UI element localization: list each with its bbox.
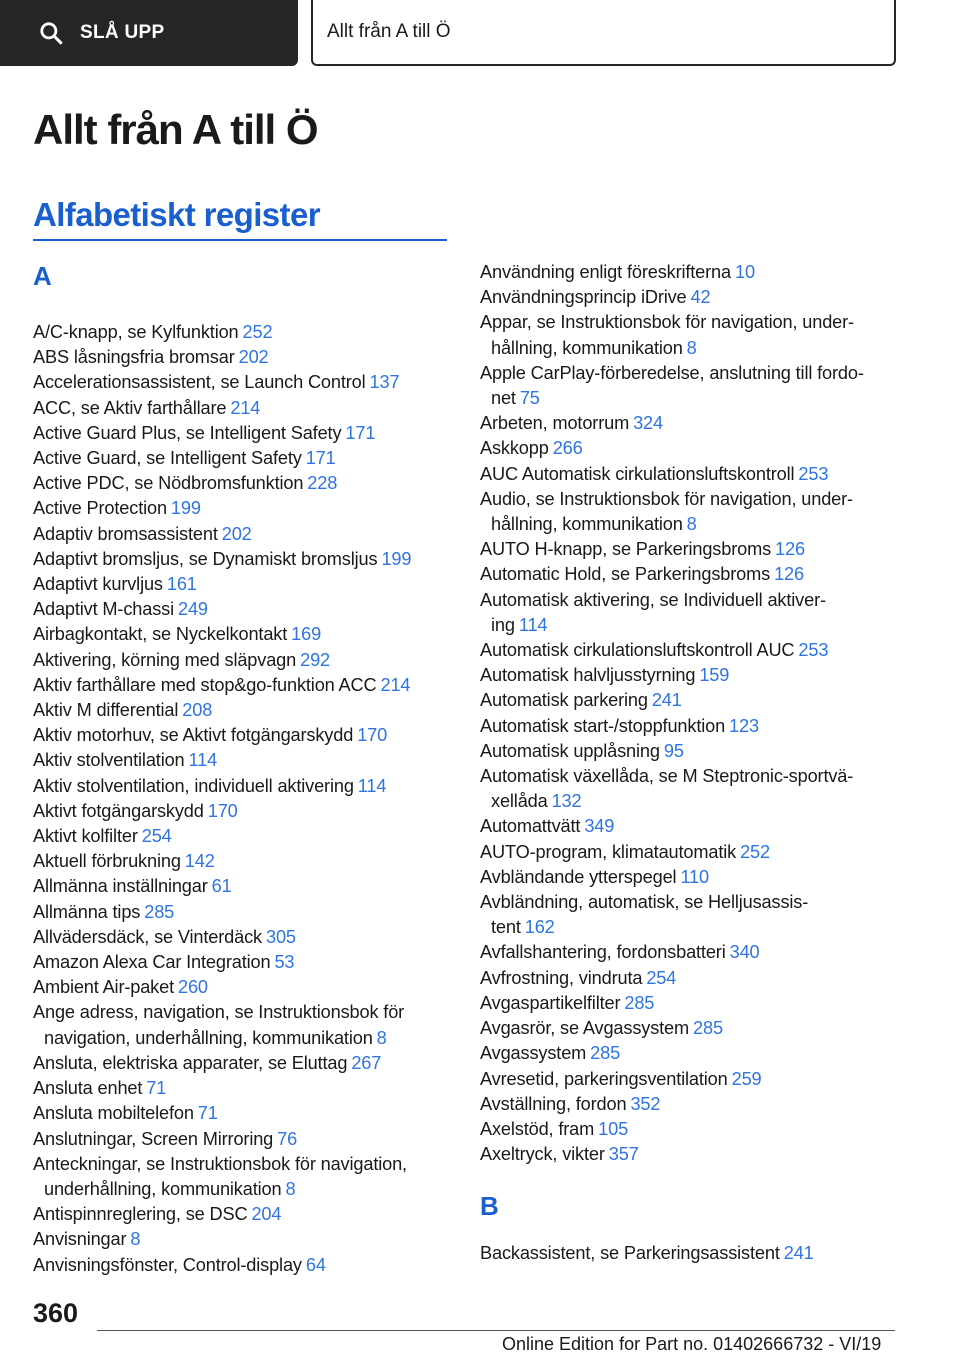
- page-link[interactable]: 169: [291, 624, 322, 645]
- index-entry-text: Anslutningar, Screen Mirroring: [33, 1128, 274, 1149]
- page-link[interactable]: 285: [144, 901, 175, 922]
- index-entry-text: Automatisk växellåda, se M Steptronic-sportvä-: [480, 766, 854, 787]
- page-link[interactable]: 214: [380, 674, 411, 695]
- page-link[interactable]: 340: [729, 942, 760, 963]
- page-link[interactable]: 53: [274, 952, 295, 973]
- index-entry-text: Appar, se Instruktionsbok för navigation, under-: [480, 312, 854, 333]
- page-link[interactable]: 75: [519, 388, 540, 409]
- index-entry: [33, 1253, 453, 1278]
- index-entry-text: Automatisk upplåsning: [480, 740, 660, 761]
- index-entry: [480, 562, 910, 587]
- page-link[interactable]: 8: [285, 1178, 296, 1199]
- index-entry-text: Backassistent, se Parkeringsassistent: [480, 1243, 780, 1264]
- index-entry-text: Antispinnreglering, se DSC: [33, 1204, 248, 1225]
- index-entry-text: Allmänna inställningar: [33, 876, 208, 897]
- index-entry-text: Axelstöd, fram: [480, 1118, 595, 1139]
- index-entry-text: Automatisk start-/stoppfunktion: [480, 715, 726, 736]
- search-button-label: SLÅ UPP: [80, 22, 165, 43]
- index-entry-text: Askkopp: [480, 438, 549, 459]
- index-entry-text: underhållning, kommunikation: [44, 1178, 282, 1199]
- index-entry-text: Avgassystem: [480, 1043, 587, 1064]
- index-entry: [33, 748, 453, 773]
- index-entry-text: Avbländning, automatisk, se Helljusassis-: [480, 892, 809, 913]
- index-entry-text: ing: [491, 614, 515, 635]
- index-entry-text: Avresetid, parkeringsventilation: [480, 1068, 728, 1089]
- index-entry: [480, 588, 910, 638]
- page-link[interactable]: 71: [146, 1078, 167, 1099]
- index-entry-text: Ansluta, elektriska apparater, se Eluttag: [33, 1052, 348, 1073]
- index-entry: [480, 1117, 910, 1142]
- footer-edition: Online Edition for Part no. 01402666732 - VI/19: [502, 1334, 882, 1354]
- index-entry: [480, 310, 910, 360]
- page-link[interactable]: 42: [690, 287, 711, 308]
- page-link[interactable]: 110: [680, 866, 709, 887]
- index-entry-text: A/C-knapp, se Kylfunktion: [33, 322, 239, 342]
- page-link[interactable]: 171: [345, 422, 376, 443]
- index-entry: [33, 774, 453, 799]
- page-link[interactable]: 267: [351, 1052, 382, 1073]
- page-link[interactable]: 214: [230, 397, 261, 418]
- index-entry: [33, 950, 453, 975]
- index-entry: [480, 487, 910, 537]
- page-link[interactable]: 8: [686, 514, 697, 535]
- index-entry: [33, 597, 453, 622]
- index-entry: [480, 865, 910, 890]
- index-entry-text: Avställning, fordon: [480, 1093, 627, 1114]
- index-entry-text: Avfallshantering, fordonsbatteri: [480, 942, 726, 963]
- index-entry: [480, 537, 910, 562]
- page-link[interactable]: 204: [251, 1204, 282, 1225]
- page-link[interactable]: 170: [357, 725, 388, 746]
- page-link[interactable]: 161: [166, 574, 197, 595]
- index-entry: [480, 1067, 910, 1092]
- page-link[interactable]: 132: [551, 791, 582, 812]
- index-entry: [33, 1076, 453, 1101]
- index-entry: [480, 638, 910, 663]
- index-entry: [480, 1142, 910, 1167]
- index-entry-text: Ansluta mobiltelefon: [33, 1103, 194, 1124]
- index-entry-text: Aktivering, körning med släpvagn: [33, 649, 297, 670]
- page-link[interactable]: 8: [686, 337, 697, 358]
- page-link[interactable]: 253: [798, 463, 829, 484]
- page-link[interactable]: 202: [221, 523, 252, 544]
- page-link[interactable]: 254: [141, 826, 172, 847]
- page-link[interactable]: 114: [188, 750, 218, 771]
- index-entry: [480, 764, 910, 814]
- page-link[interactable]: 170: [207, 800, 238, 821]
- index-entry-text: Allvädersdäck, se Vinterdäck: [33, 926, 262, 947]
- index-entry-text: Adaptiv bromsassistent: [33, 523, 218, 544]
- page-link[interactable]: 76: [277, 1128, 298, 1149]
- index-entry-text: Ansluta enhet: [33, 1078, 143, 1099]
- index-entry-text: Active PDC, se Nödbromsfunktion: [33, 473, 304, 494]
- index-entry-text: Accelerationsassistent, se Launch Control: [33, 372, 366, 393]
- page-link[interactable]: 252: [740, 841, 770, 862]
- index-entry-text: Apple CarPlay-förberedelse, anslutning till fordo-: [480, 362, 864, 383]
- page-link[interactable]: 8: [376, 1027, 387, 1048]
- footer-divider: [97, 1330, 895, 1331]
- index-entry: [480, 436, 910, 461]
- page-link[interactable]: 285: [590, 1043, 621, 1064]
- index-entry: [480, 966, 910, 991]
- page-link[interactable]: 199: [170, 498, 201, 519]
- index-column-left: [33, 259, 453, 1278]
- index-entry: [480, 260, 910, 285]
- page-link[interactable]: 159: [699, 665, 730, 686]
- index-entry-text: Automatic Hold, se Parkeringsbroms: [480, 564, 771, 585]
- index-entry-text: Aktiv motorhuv, se Aktivt fotgängarskydd: [33, 725, 354, 746]
- index-entry-text: Allmänna tips: [33, 901, 141, 922]
- page-link[interactable]: 249: [177, 599, 208, 620]
- page-link[interactable]: 142: [184, 851, 215, 872]
- page-link[interactable]: 285: [693, 1018, 723, 1039]
- index-entry-text: Automatisk aktivering, se Individuell aktiver-: [480, 589, 826, 610]
- index-entry-text: Adaptivt bromsljus, se Dynamiskt bromsljus: [33, 548, 378, 569]
- top-bar: [0, 0, 960, 66]
- index-entry: [33, 547, 453, 572]
- index-entry: [33, 522, 453, 547]
- index-entry-text: Airbagkontakt, se Nyckelkontakt: [33, 624, 288, 645]
- index-entry: [33, 396, 453, 421]
- index-entry: [480, 1041, 910, 1066]
- index-entry-text: Avfrostning, vindruta: [480, 967, 643, 988]
- index-column-right: [480, 260, 910, 1267]
- index-entry-text: Anteckningar, se Instruktionsbok för navigation,: [33, 1153, 407, 1174]
- index-entry: [480, 890, 910, 940]
- index-entry-text: Aktiv stolventilation, individuell aktivering: [33, 775, 354, 796]
- page-link[interactable]: 228: [307, 473, 338, 494]
- index-entry-text: Audio, se Instruktionsbok för navigation, under-: [480, 488, 853, 509]
- page-link[interactable]: 352: [630, 1093, 661, 1114]
- index-entry-text: Active Guard Plus, se Intelligent Safety: [33, 422, 342, 443]
- index-entry-text: Ange adress, navigation, se Instruktionsbok för: [33, 1002, 405, 1023]
- index-entry: [33, 1000, 453, 1050]
- page-link[interactable]: 202: [238, 347, 269, 368]
- index-entry-text: Automatisk cirkulationsluftskontroll AUC: [480, 640, 795, 661]
- index-entry-text: Adaptivt M-chassi: [33, 599, 174, 620]
- section-divider: [33, 239, 447, 241]
- page-link[interactable]: 162: [524, 917, 555, 938]
- page-link[interactable]: 260: [178, 977, 208, 998]
- index-entry-text: Adaptivt kurvljus: [33, 574, 163, 595]
- page-link[interactable]: 71: [197, 1103, 218, 1124]
- breadcrumb[interactable]: Allt från A till Ö: [311, 0, 896, 66]
- index-entry: [33, 370, 453, 395]
- index-entry: [33, 446, 453, 471]
- page-link[interactable]: 126: [775, 539, 805, 560]
- index-entry-text: navigation, underhållning, kommunikation: [44, 1027, 373, 1048]
- index-entry-text: Användning enligt föreskrifterna: [480, 262, 731, 282]
- index-entry-text: xellåda: [491, 791, 548, 812]
- index-entry: [33, 471, 453, 496]
- page-link[interactable]: 114: [518, 614, 548, 635]
- index-entry: [33, 345, 453, 370]
- index-entry-text: ABS låsningsfria bromsar: [33, 347, 235, 368]
- index-entry-text: Axeltryck, vikter: [480, 1144, 605, 1165]
- index-entry: [33, 900, 453, 925]
- index-entry: [33, 320, 453, 345]
- index-entry: [33, 496, 453, 521]
- page-link[interactable]: 8: [130, 1229, 141, 1250]
- index-entry: [33, 1227, 453, 1252]
- index-entry: [33, 1202, 453, 1227]
- index-entry-text: AUC Automatisk cirkulationsluftskontroll: [480, 463, 795, 484]
- index-entry: [33, 698, 453, 723]
- index-entry: [33, 1101, 453, 1126]
- page-link[interactable]: 252: [242, 322, 273, 342]
- index-letter-a: A: [33, 261, 52, 291]
- index-entry: [33, 925, 453, 950]
- index-entry: [33, 622, 453, 647]
- index-entry-text: Aktiv farthållare med stop&go-funktion ACC: [33, 674, 377, 695]
- page-link[interactable]: 357: [608, 1144, 639, 1165]
- page-link[interactable]: 259: [731, 1068, 762, 1089]
- index-entry-text: Avgasrör, se Avgassystem: [480, 1018, 690, 1039]
- index-entry: [480, 714, 910, 739]
- section-title: Alfabetiskt register: [33, 196, 320, 233]
- index-entry-text: net: [491, 388, 516, 409]
- index-entry: [480, 285, 910, 310]
- index-entry: [33, 421, 453, 446]
- index-entry: [480, 991, 910, 1016]
- page-link[interactable]: 241: [783, 1243, 814, 1264]
- index-entry-text: AUTO H-knapp, se Parkeringsbroms: [480, 539, 772, 560]
- index-entry: [480, 663, 910, 688]
- index-entry: [33, 1152, 453, 1202]
- index-entry: [33, 1127, 453, 1152]
- index-entry-text: ACC, se Aktiv farthållare: [33, 397, 227, 418]
- index-entry-text: Avgaspartikelfilter: [480, 992, 621, 1013]
- index-entry-text: hållning, kommunikation: [491, 514, 683, 535]
- page-link[interactable]: 199: [381, 548, 412, 569]
- page-link[interactable]: 123: [729, 715, 759, 736]
- index-entry-text: Avbländande ytterspegel: [480, 866, 677, 887]
- index-entry-text: AUTO-program, klimatautomatik: [480, 841, 737, 862]
- page-link[interactable]: 114: [357, 775, 387, 796]
- index-entry: [480, 1092, 910, 1117]
- index-entry-text: Active Guard, se Intelligent Safety: [33, 448, 302, 469]
- page-link[interactable]: 305: [266, 926, 296, 947]
- page-link[interactable]: 241: [651, 690, 682, 711]
- index-entry: [33, 572, 453, 597]
- index-entry: [480, 814, 910, 839]
- page-link[interactable]: 137: [369, 372, 400, 393]
- index-entry: [480, 462, 910, 487]
- index-entry: [33, 648, 453, 673]
- page-link[interactable]: 105: [598, 1118, 629, 1139]
- index-entry-text: Aktiv M differential: [33, 700, 179, 721]
- page-link[interactable]: 64: [305, 1254, 326, 1275]
- index-entry-text: Automatisk parkering: [480, 690, 648, 711]
- index-entry: [33, 723, 453, 748]
- page-link[interactable]: 171: [305, 448, 336, 469]
- index-entry: [480, 688, 910, 713]
- index-entry-text: Aktuell förbrukning: [33, 851, 181, 872]
- index-entry: [33, 975, 453, 1000]
- page-link[interactable]: 208: [182, 700, 213, 721]
- page-link[interactable]: 254: [646, 967, 677, 988]
- index-entry: [480, 1016, 910, 1041]
- page-link[interactable]: 292: [300, 649, 331, 670]
- index-entry: [33, 799, 453, 824]
- index-entry: [33, 824, 453, 849]
- index-letter-b: B: [480, 1191, 499, 1222]
- page-number: 360: [33, 1298, 79, 1328]
- index-entry: [480, 840, 910, 865]
- index-entry-text: Aktivt kolfilter: [33, 826, 138, 847]
- index-entry-text: Anvisningar: [33, 1229, 127, 1250]
- page-link[interactable]: 126: [774, 564, 804, 585]
- index-entry-text: Användningsprincip iDrive: [480, 287, 687, 308]
- index-entry: [480, 411, 910, 436]
- page-link[interactable]: 266: [552, 438, 583, 459]
- page-link[interactable]: 324: [633, 413, 663, 434]
- page-link[interactable]: 95: [663, 740, 684, 761]
- index-entry-text: Anvisningsfönster, Control-display: [33, 1254, 302, 1275]
- index-entry-text: Ambient Air-paket: [33, 977, 174, 998]
- page-title: Allt från A till Ö: [33, 106, 318, 153]
- index-entry: [480, 940, 910, 965]
- index-entry: [33, 874, 453, 899]
- index-entry-text: Active Protection: [33, 498, 167, 519]
- index-entry-text: Arbeten, motorrum: [480, 413, 630, 434]
- page-link[interactable]: 61: [211, 876, 232, 897]
- index-entry: [33, 673, 453, 698]
- index-entry-text: hållning, kommunikation: [491, 337, 683, 358]
- index-entry: [480, 739, 910, 764]
- index-entry-text: Automatisk halvljusstyrning: [480, 665, 696, 686]
- page-link[interactable]: 10: [735, 262, 755, 282]
- search-icon: [38, 20, 64, 46]
- index-entry-text: Automattvätt: [480, 816, 581, 837]
- index-entry: [480, 361, 910, 411]
- page-link[interactable]: 349: [584, 816, 615, 837]
- index-entry-text: Aktivt fotgängarskydd: [33, 800, 204, 821]
- index-entry: [33, 849, 453, 874]
- index-entry-text: Amazon Alexa Car Integration: [33, 952, 271, 973]
- index-entry: [33, 1051, 453, 1076]
- page-link[interactable]: 285: [624, 992, 655, 1013]
- index-entry: [480, 1241, 910, 1266]
- search-button[interactable]: [0, 0, 298, 66]
- index-entry-text: Aktiv stolventilation: [33, 750, 185, 771]
- index-entry-text: tent: [491, 917, 521, 938]
- page-link[interactable]: 253: [798, 640, 829, 661]
